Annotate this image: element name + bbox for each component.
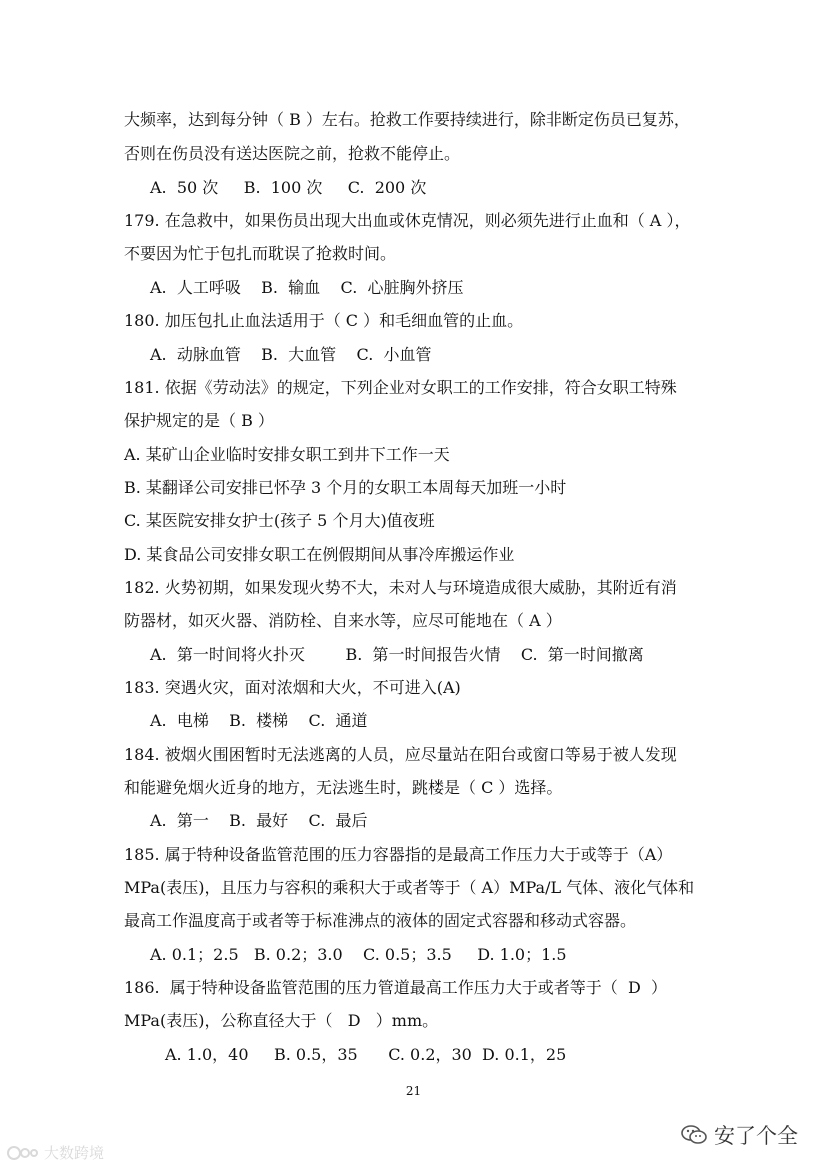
question-185: 185. 属于特种设备监管范围的压力容器指的是最高工作压力大于或等于（A） — [124, 845, 673, 864]
text-line: MPa(表压)，且压力与容积的乘积大于或者等于（ A）MPa/L 气体、液化气体和 — [124, 878, 695, 897]
question-180: 180. 加压包扎止血法适用于（ C ）和毛细血管的止血。 — [124, 311, 524, 330]
text-line: 否则在伤员没有送达医院之前，抢救不能停止。 — [124, 144, 461, 163]
answer-option-d: D. 某食品公司安排女职工在例假期间从事冷库搬运作业 — [124, 545, 515, 564]
question-182: 182. 火势初期，如果发现火势不大，未对人与环境造成很大威胁，其附近有消 — [124, 578, 677, 597]
text-line: 和能避免烟火近身的地方，无法逃生时，跳楼是（ C ）选择。 — [124, 778, 563, 797]
watermark-right — [680, 1120, 798, 1150]
answer-options: A. 电梯 B. 楼梯 C. 通道 — [150, 711, 368, 730]
answer-options: A. 0.1；2.5 B. 0.2；3.0 C. 0.5；3.5 D. 1.0；1.5 — [150, 945, 567, 964]
answer-options: A. 动脉血管 B. 大血管 C. 小血管 — [150, 345, 432, 364]
answer-options: A. 人工呼吸 B. 输血 C. 心脏胸外挤压 — [150, 278, 464, 297]
question-181: 181. 依据《劳动法》的规定，下列企业对女职工的工作安排，符合女职工特殊 — [124, 378, 677, 397]
brand-logo-icon — [6, 1144, 40, 1162]
text-line: 防器材，如灭火器、消防栓、自来水等，应尽可能地在（ A ） — [124, 611, 562, 630]
answer-option-a: A. 某矿山企业临时安排女职工到井下工作一天 — [124, 445, 450, 464]
answer-options: A. 50 次 B. 100 次 C. 200 次 — [150, 178, 427, 197]
answer-options: A. 第一 B. 最好 C. 最后 — [150, 811, 368, 830]
text-line: 不要因为忙于包扎而耽误了抢救时间。 — [124, 244, 397, 263]
answer-options: A. 1.0，40 B. 0.5，35 C. 0.2，30 D. 0.1，25 — [165, 1045, 567, 1064]
answer-options: A. 第一时间将火扑灭 B. 第一时间报告火情 C. 第一时间撤离 — [150, 645, 644, 664]
text-line: 最高工作温度高于或者等于标准沸点的液体的固定式容器和移动式容器。 — [124, 911, 637, 930]
wechat-icon — [680, 1123, 708, 1147]
question-186: 186. 属于特种设备监管范围的压力管道最高工作压力大于或者等于（ D ） — [124, 978, 667, 997]
watermark-right-text: 安了个全 — [714, 1124, 798, 1148]
text-line: 保护规定的是（ B ） — [124, 411, 274, 430]
watermark-left — [6, 1142, 104, 1163]
watermark-left-text: 大数跨境 — [44, 1144, 105, 1162]
question-184: 184. 被烟火围困暂时无法逃离的人员，应尽量站在阳台或窗口等易于被人发现 — [124, 745, 677, 764]
text-line: MPa(表压)，公称直径大于（ D ）mm。 — [124, 1011, 439, 1030]
answer-option-c: C. 某医院安排女护士(孩子 5 个月大)值夜班 — [124, 511, 435, 530]
question-183: 183. 突遇火灾，面对浓烟和大火，不可进入(A) — [124, 678, 461, 697]
page-number: 21 — [405, 1084, 422, 1098]
text-line: 大频率，达到每分钟（ B ）左右。抢救工作要持续进行，除非断定伤员已复苏， — [124, 110, 690, 129]
question-179: 179. 在急救中，如果伤员出现大出血或休克情况，则必须先进行止血和（ A ）， — [124, 211, 691, 230]
answer-option-b: B. 某翻译公司安排已怀孕 3 个月的女职工本周每天加班一小时 — [124, 478, 567, 497]
